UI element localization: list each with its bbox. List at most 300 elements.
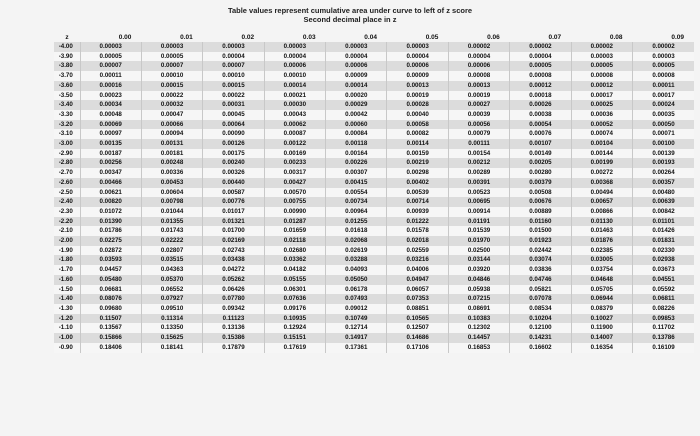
probability-cell: 0.00402	[387, 178, 448, 188]
probability-cell: 0.00007	[203, 61, 264, 71]
probability-cell: 0.13136	[203, 323, 264, 333]
z-value-cell: -1.80	[54, 255, 80, 265]
probability-cell: 0.00005	[571, 61, 632, 71]
column-header: 0.02	[203, 32, 264, 42]
probability-cell: 0.00820	[80, 197, 141, 207]
probability-cell: 0.07927	[141, 294, 202, 304]
probability-cell: 0.00006	[448, 61, 509, 71]
probability-cell: 0.00015	[203, 81, 264, 91]
probability-cell: 0.11900	[571, 323, 632, 333]
probability-cell: 0.00026	[510, 100, 571, 110]
column-header: 0.06	[448, 32, 509, 42]
probability-cell: 0.04551	[633, 275, 694, 285]
probability-cell: 0.00126	[203, 139, 264, 149]
table-row	[54, 81, 694, 91]
probability-cell: 0.01659	[264, 226, 325, 236]
probability-cell: 0.00175	[203, 149, 264, 159]
probability-cell: 0.00045	[203, 110, 264, 120]
probability-cell: 0.00914	[448, 207, 509, 217]
z-value-cell: -2.20	[54, 217, 80, 227]
probability-cell: 0.00107	[510, 139, 571, 149]
z-value-cell: -2.00	[54, 236, 80, 246]
probability-cell: 0.01130	[571, 217, 632, 227]
probability-cell: 0.00006	[387, 61, 448, 71]
probability-cell: 0.00554	[326, 188, 387, 198]
probability-cell: 0.00040	[387, 110, 448, 120]
probability-cell: 0.00048	[80, 110, 141, 120]
probability-cell: 0.09680	[80, 304, 141, 314]
probability-cell: 0.00009	[326, 71, 387, 81]
probability-cell: 0.00005	[633, 61, 694, 71]
probability-cell: 0.07636	[264, 294, 325, 304]
probability-cell: 0.00199	[571, 158, 632, 168]
table-row	[54, 226, 694, 236]
probability-cell: 0.00042	[326, 110, 387, 120]
probability-cell: 0.16853	[448, 343, 509, 353]
probability-cell: 0.01786	[80, 226, 141, 236]
probability-cell: 0.00016	[80, 81, 141, 91]
probability-cell: 0.02018	[387, 236, 448, 246]
column-header-z: z	[54, 32, 80, 42]
probability-cell: 0.04846	[448, 275, 509, 285]
table-row	[54, 217, 694, 227]
probability-cell: 0.10204	[510, 314, 571, 324]
probability-cell: 0.00159	[387, 149, 448, 159]
probability-cell: 0.12924	[264, 323, 325, 333]
probability-cell: 0.00005	[510, 61, 571, 71]
table-row	[54, 255, 694, 265]
probability-cell: 0.00139	[633, 149, 694, 159]
probability-cell: 0.00022	[203, 91, 264, 101]
probability-cell: 0.00939	[387, 207, 448, 217]
probability-cell: 0.00020	[326, 91, 387, 101]
z-value-cell: -2.80	[54, 158, 80, 168]
probability-cell: 0.00415	[326, 178, 387, 188]
probability-cell: 0.00064	[203, 120, 264, 130]
probability-cell: 0.02559	[387, 246, 448, 256]
probability-cell: 0.01618	[326, 226, 387, 236]
probability-cell: 0.06426	[203, 285, 264, 295]
probability-cell: 0.00002	[633, 42, 694, 52]
probability-cell: 0.02442	[510, 246, 571, 256]
table-row	[54, 323, 694, 333]
probability-cell: 0.03836	[510, 265, 571, 275]
probability-cell: 0.11702	[633, 323, 694, 333]
probability-cell: 0.00058	[387, 120, 448, 130]
probability-cell: 0.00889	[510, 207, 571, 217]
z-value-cell: -3.40	[54, 100, 80, 110]
probability-cell: 0.00336	[141, 168, 202, 178]
probability-cell: 0.14917	[326, 333, 387, 343]
z-value-cell: -2.60	[54, 178, 80, 188]
probability-cell: 0.00022	[141, 91, 202, 101]
probability-cell: 0.00317	[264, 168, 325, 178]
probability-cell: 0.00298	[387, 168, 448, 178]
probability-cell: 0.00379	[510, 178, 571, 188]
z-value-cell: -1.50	[54, 285, 80, 295]
probability-cell: 0.03593	[80, 255, 141, 265]
z-value-cell: -3.00	[54, 139, 80, 149]
probability-cell: 0.12714	[326, 323, 387, 333]
z-value-cell: -1.00	[54, 333, 80, 343]
probability-cell: 0.00004	[326, 52, 387, 62]
probability-cell: 0.00084	[326, 129, 387, 139]
probability-cell: 0.00043	[264, 110, 325, 120]
probability-cell: 0.01700	[203, 226, 264, 236]
probability-cell: 0.02619	[326, 246, 387, 256]
probability-cell: 0.04947	[387, 275, 448, 285]
probability-cell: 0.00714	[387, 197, 448, 207]
probability-cell: 0.05592	[633, 285, 694, 295]
probability-cell: 0.00023	[80, 91, 141, 101]
probability-cell: 0.00523	[448, 188, 509, 198]
probability-cell: 0.02385	[571, 246, 632, 256]
probability-cell: 0.02222	[141, 236, 202, 246]
probability-cell: 0.00003	[80, 42, 141, 52]
probability-cell: 0.00008	[633, 71, 694, 81]
probability-cell: 0.00205	[510, 158, 571, 168]
probability-cell: 0.16354	[571, 343, 632, 353]
table-row	[54, 236, 694, 246]
probability-cell: 0.00013	[448, 81, 509, 91]
probability-cell: 0.00002	[571, 42, 632, 52]
header-row	[54, 32, 694, 42]
probability-cell: 0.00676	[510, 197, 571, 207]
probability-cell: 0.00604	[141, 188, 202, 198]
probability-cell: 0.18406	[80, 343, 141, 353]
probability-cell: 0.00440	[203, 178, 264, 188]
probability-cell: 0.01426	[633, 226, 694, 236]
table-row	[54, 304, 694, 314]
probability-cell: 0.08379	[571, 304, 632, 314]
probability-cell: 0.06178	[326, 285, 387, 295]
table-row	[54, 168, 694, 178]
probability-cell: 0.00003	[571, 52, 632, 62]
probability-cell: 0.00079	[448, 129, 509, 139]
probability-cell: 0.05262	[203, 275, 264, 285]
probability-cell: 0.02275	[80, 236, 141, 246]
probability-cell: 0.00054	[510, 120, 571, 130]
probability-cell: 0.00570	[264, 188, 325, 198]
probability-cell: 0.09176	[264, 304, 325, 314]
table-row	[54, 178, 694, 188]
probability-cell: 0.00029	[326, 100, 387, 110]
probability-cell: 0.08851	[387, 304, 448, 314]
probability-cell: 0.00003	[387, 42, 448, 52]
probability-cell: 0.06944	[571, 294, 632, 304]
probability-cell: 0.00240	[203, 158, 264, 168]
probability-cell: 0.01578	[387, 226, 448, 236]
probability-cell: 0.01355	[141, 217, 202, 227]
probability-cell: 0.07353	[387, 294, 448, 304]
probability-cell: 0.00427	[264, 178, 325, 188]
probability-cell: 0.01191	[448, 217, 509, 227]
column-header: 0.00	[80, 32, 141, 42]
probability-cell: 0.07078	[510, 294, 571, 304]
probability-cell: 0.00012	[510, 81, 571, 91]
table-row	[54, 285, 694, 295]
probability-cell: 0.02807	[141, 246, 202, 256]
probability-cell: 0.00734	[326, 197, 387, 207]
probability-cell: 0.00695	[448, 197, 509, 207]
probability-cell: 0.00256	[80, 158, 141, 168]
probability-cell: 0.00003	[264, 42, 325, 52]
z-value-cell: -3.30	[54, 110, 80, 120]
probability-cell: 0.00019	[387, 91, 448, 101]
z-value-cell: -3.60	[54, 81, 80, 91]
probability-cell: 0.00508	[510, 188, 571, 198]
probability-cell: 0.00187	[80, 149, 141, 159]
probability-cell: 0.06811	[633, 294, 694, 304]
z-value-cell: -1.30	[54, 304, 80, 314]
probability-cell: 0.01390	[80, 217, 141, 227]
table-row	[54, 188, 694, 198]
probability-cell: 0.00017	[571, 91, 632, 101]
probability-cell: 0.01831	[633, 236, 694, 246]
probability-cell: 0.00018	[510, 91, 571, 101]
probability-cell: 0.00031	[203, 100, 264, 110]
probability-cell: 0.00118	[326, 139, 387, 149]
probability-cell: 0.03362	[264, 255, 325, 265]
probability-cell: 0.01160	[510, 217, 571, 227]
probability-cell: 0.02118	[264, 236, 325, 246]
probability-cell: 0.00082	[387, 129, 448, 139]
probability-cell: 0.00003	[633, 52, 694, 62]
probability-cell: 0.00076	[510, 129, 571, 139]
probability-cell: 0.04272	[203, 265, 264, 275]
probability-cell: 0.02500	[448, 246, 509, 256]
probability-cell: 0.00039	[448, 110, 509, 120]
probability-cell: 0.00004	[448, 52, 509, 62]
probability-cell: 0.09510	[141, 304, 202, 314]
z-value-cell: -2.10	[54, 226, 80, 236]
probability-cell: 0.04182	[264, 265, 325, 275]
probability-cell: 0.00002	[510, 42, 571, 52]
probability-cell: 0.00368	[571, 178, 632, 188]
probability-cell: 0.10565	[387, 314, 448, 324]
probability-cell: 0.10749	[326, 314, 387, 324]
z-value-cell: -1.60	[54, 275, 80, 285]
probability-cell: 0.00008	[510, 71, 571, 81]
probability-cell: 0.00008	[571, 71, 632, 81]
probability-cell: 0.00233	[264, 158, 325, 168]
probability-cell: 0.12302	[448, 323, 509, 333]
probability-cell: 0.06681	[80, 285, 141, 295]
probability-cell: 0.05480	[80, 275, 141, 285]
table-row	[54, 149, 694, 159]
probability-cell: 0.02938	[633, 255, 694, 265]
table-subtitle: Second decimal place in z	[303, 15, 397, 24]
probability-cell: 0.08226	[633, 304, 694, 314]
probability-cell: 0.00144	[571, 149, 632, 159]
probability-cell: 0.14231	[510, 333, 571, 343]
probability-cell: 0.00011	[80, 71, 141, 81]
probability-cell: 0.00087	[264, 129, 325, 139]
probability-cell: 0.00212	[448, 158, 509, 168]
probability-cell: 0.13567	[80, 323, 141, 333]
probability-cell: 0.02169	[203, 236, 264, 246]
table-row	[54, 333, 694, 343]
probability-cell: 0.14007	[571, 333, 632, 343]
probability-cell: 0.03438	[203, 255, 264, 265]
probability-cell: 0.10027	[571, 314, 632, 324]
probability-cell: 0.10383	[448, 314, 509, 324]
probability-cell: 0.00006	[326, 61, 387, 71]
probability-cell: 0.00104	[571, 139, 632, 149]
probability-cell: 0.00009	[387, 71, 448, 81]
probability-cell: 0.00494	[571, 188, 632, 198]
z-value-cell: -3.20	[54, 120, 80, 130]
probability-cell: 0.00621	[80, 188, 141, 198]
probability-cell: 0.03288	[326, 255, 387, 265]
probability-cell: 0.00326	[203, 168, 264, 178]
table-row	[54, 42, 694, 52]
table-row	[54, 343, 694, 353]
probability-cell: 0.11123	[203, 314, 264, 324]
table-row	[54, 197, 694, 207]
probability-cell: 0.00657	[571, 197, 632, 207]
probability-cell: 0.00066	[141, 120, 202, 130]
probability-cell: 0.03144	[448, 255, 509, 265]
probability-cell: 0.00004	[510, 52, 571, 62]
z-value-cell: -2.40	[54, 197, 80, 207]
z-value-cell: -0.90	[54, 343, 80, 353]
probability-cell: 0.00004	[203, 52, 264, 62]
probability-cell: 0.00010	[141, 71, 202, 81]
probability-cell: 0.00030	[264, 100, 325, 110]
table-row	[54, 158, 694, 168]
probability-cell: 0.00114	[387, 139, 448, 149]
probability-cell: 0.00010	[264, 71, 325, 81]
column-header: 0.05	[387, 32, 448, 42]
probability-cell: 0.09342	[203, 304, 264, 314]
probability-cell: 0.01044	[141, 207, 202, 217]
probability-cell: 0.00071	[633, 129, 694, 139]
probability-cell: 0.00056	[448, 120, 509, 130]
probability-cell: 0.16109	[633, 343, 694, 353]
probability-cell: 0.00050	[633, 120, 694, 130]
probability-cell: 0.09853	[633, 314, 694, 324]
probability-cell: 0.06057	[387, 285, 448, 295]
column-header: 0.04	[326, 32, 387, 42]
probability-cell: 0.01743	[141, 226, 202, 236]
probability-cell: 0.13786	[633, 333, 694, 343]
probability-cell: 0.15625	[141, 333, 202, 343]
probability-cell: 0.00357	[633, 178, 694, 188]
probability-cell: 0.00003	[141, 42, 202, 52]
probability-cell: 0.00062	[264, 120, 325, 130]
probability-cell: 0.00280	[510, 168, 571, 178]
probability-cell: 0.00264	[633, 168, 694, 178]
probability-cell: 0.04006	[387, 265, 448, 275]
probability-cell: 0.00052	[571, 120, 632, 130]
probability-cell: 0.00006	[264, 61, 325, 71]
z-value-cell: -3.90	[54, 52, 80, 62]
probability-cell: 0.07780	[203, 294, 264, 304]
probability-cell: 0.00027	[448, 100, 509, 110]
probability-cell: 0.00131	[141, 139, 202, 149]
probability-cell: 0.04648	[571, 275, 632, 285]
probability-cell: 0.00034	[80, 100, 141, 110]
probability-cell: 0.07215	[448, 294, 509, 304]
probability-cell: 0.14457	[448, 333, 509, 343]
probability-cell: 0.00149	[510, 149, 571, 159]
column-header: 0.08	[571, 32, 632, 42]
probability-cell: 0.02680	[264, 246, 325, 256]
probability-cell: 0.00012	[571, 81, 632, 91]
probability-cell: 0.00036	[571, 110, 632, 120]
probability-cell: 0.02330	[633, 246, 694, 256]
probability-cell: 0.03673	[633, 265, 694, 275]
z-value-cell: -2.70	[54, 168, 80, 178]
probability-cell: 0.01287	[264, 217, 325, 227]
probability-cell: 0.00007	[80, 61, 141, 71]
table-row	[54, 61, 694, 71]
probability-cell: 0.00100	[633, 139, 694, 149]
probability-cell: 0.01255	[326, 217, 387, 227]
probability-cell: 0.00480	[633, 188, 694, 198]
probability-cell: 0.00007	[141, 61, 202, 71]
table-row	[54, 294, 694, 304]
probability-cell: 0.00755	[264, 197, 325, 207]
probability-cell: 0.02872	[80, 246, 141, 256]
probability-cell: 0.00015	[141, 81, 202, 91]
probability-cell: 0.00226	[326, 158, 387, 168]
probability-cell: 0.08534	[510, 304, 571, 314]
probability-cell: 0.00003	[326, 42, 387, 52]
probability-cell: 0.00776	[203, 197, 264, 207]
z-value-cell: -1.10	[54, 323, 80, 333]
probability-cell: 0.13350	[141, 323, 202, 333]
probability-cell: 0.03754	[571, 265, 632, 275]
probability-cell: 0.00798	[141, 197, 202, 207]
probability-cell: 0.00025	[571, 100, 632, 110]
probability-cell: 0.03920	[448, 265, 509, 275]
probability-cell: 0.04093	[326, 265, 387, 275]
probability-cell: 0.00866	[571, 207, 632, 217]
probability-cell: 0.07493	[326, 294, 387, 304]
probability-cell: 0.00169	[264, 149, 325, 159]
table-row	[54, 91, 694, 101]
probability-cell: 0.17619	[264, 343, 325, 353]
probability-cell: 0.00004	[264, 52, 325, 62]
table-row	[54, 110, 694, 120]
probability-cell: 0.06552	[141, 285, 202, 295]
probability-cell: 0.02068	[326, 236, 387, 246]
probability-cell: 0.08076	[80, 294, 141, 304]
z-value-cell: -3.10	[54, 129, 80, 139]
z-score-table	[54, 32, 694, 353]
probability-cell: 0.01321	[203, 217, 264, 227]
probability-cell: 0.00964	[326, 207, 387, 217]
probability-cell: 0.00013	[387, 81, 448, 91]
z-value-cell: -1.90	[54, 246, 80, 256]
probability-cell: 0.00021	[264, 91, 325, 101]
probability-cell: 0.00069	[80, 120, 141, 130]
column-header: 0.09	[633, 32, 694, 42]
probability-cell: 0.17879	[203, 343, 264, 353]
probability-cell: 0.00024	[633, 100, 694, 110]
probability-cell: 0.00639	[633, 197, 694, 207]
probability-cell: 0.08691	[448, 304, 509, 314]
probability-cell: 0.00466	[80, 178, 141, 188]
z-value-cell: -3.70	[54, 71, 80, 81]
probability-cell: 0.00391	[448, 178, 509, 188]
table-row	[54, 120, 694, 130]
probability-cell: 0.00219	[387, 158, 448, 168]
z-value-cell: -1.40	[54, 294, 80, 304]
probability-cell: 0.05050	[326, 275, 387, 285]
